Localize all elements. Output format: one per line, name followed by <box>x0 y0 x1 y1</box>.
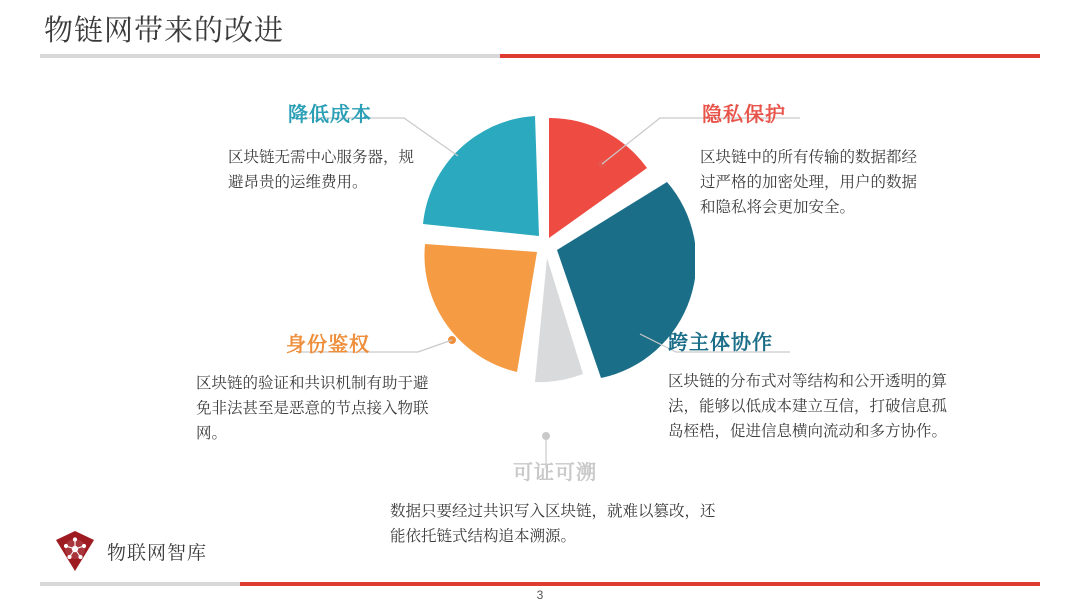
footer-brand-label: 物联网智库 <box>107 542 208 564</box>
callout-cost-body: 区块链无需中心服务器，规避昂贵的运维费用。 <box>228 149 415 192</box>
callout-identity <box>196 328 436 446</box>
callout-traceability-body: 数据只要经过共识写入区块链，就难以篡改，还能依托链式结构追本溯源。 <box>390 503 716 546</box>
page-title: 物链网带来的改进 <box>44 15 285 47</box>
callout-collaboration <box>668 326 950 444</box>
callout-collaboration-body: 区块链的分布式对等结构和公开透明的算法，能够以低成本建立互信，打破信息孤岛桎梏，促进信息横向流动和多方协作。 <box>668 373 948 441</box>
callout-cost-title: 降低成本 <box>288 104 372 126</box>
callout-collaboration-title: 跨主体协作 <box>668 332 773 354</box>
callout-traceability-title: 可证可溯 <box>513 462 597 484</box>
slide-header <box>0 0 1080 56</box>
callout-traceability <box>390 456 720 549</box>
diagram-canvas <box>0 56 1080 582</box>
page-number: 3 <box>536 588 544 602</box>
callout-identity-title: 身份鉴权 <box>286 334 370 356</box>
callout-privacy-title: 隐私保护 <box>702 104 786 126</box>
callout-cost <box>228 98 428 195</box>
footer-brand <box>52 528 207 574</box>
callout-identity-body: 区块链的验证和共识机制有助于避免非法甚至是恶意的节点接入物联网。 <box>196 375 429 443</box>
callout-privacy <box>700 98 930 220</box>
footer-divider-accent <box>240 582 1040 586</box>
shield-star-logo-icon <box>52 528 98 574</box>
callout-privacy-body: 区块链中的所有传输的数据都经过严格的加密处理，用户的数据和隐私将会更加安全。 <box>700 149 918 217</box>
